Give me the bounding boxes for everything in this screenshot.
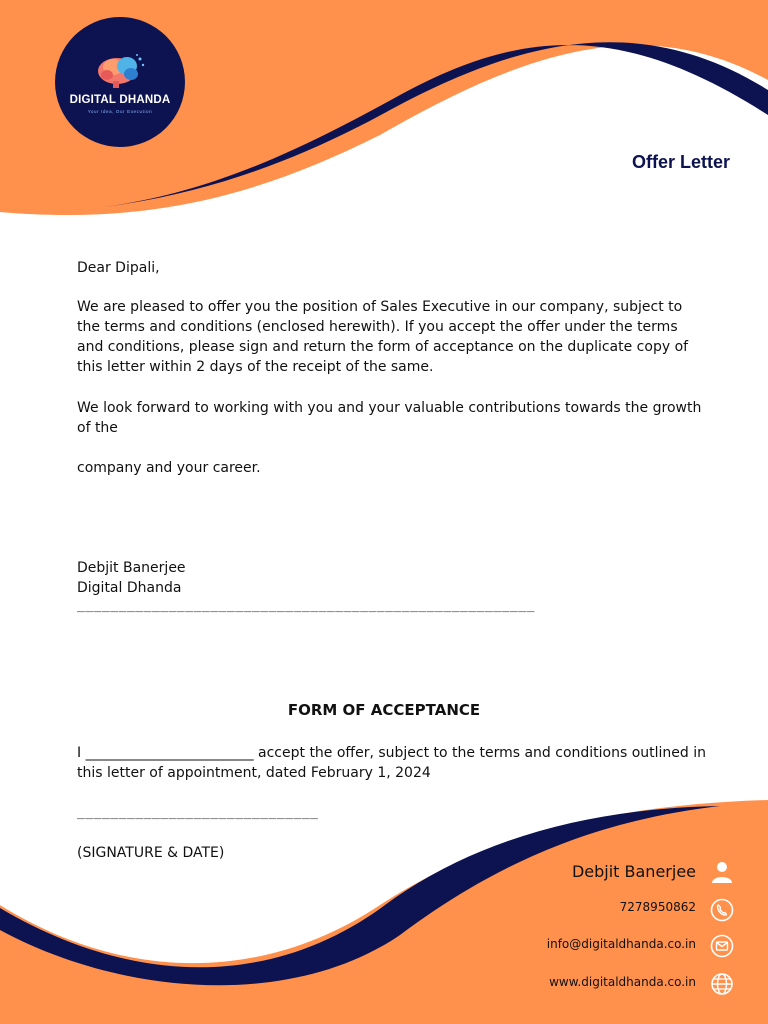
acceptance-text: I ________________________ accept the offer, subject to the terms and conditions outlined in this letter of appointment, dated February 1, 2024 <box>77 745 707 781</box>
logo-tagline: Your Idea, Our Execution <box>87 109 153 114</box>
user-icon <box>710 860 734 884</box>
globe-icon <box>710 972 734 996</box>
signature-line: _____________________________ <box>77 805 319 820</box>
acceptance-title: FORM OF ACCEPTANCE <box>287 701 481 719</box>
document-title: Offer Letter <box>631 152 730 172</box>
salutation: Dear Dipali, <box>77 260 160 276</box>
brain-icon <box>93 47 147 91</box>
contact-email: info@digitaldhanda.co.in <box>546 937 696 951</box>
signer-name: Debjit Banerjee <box>77 560 186 576</box>
mail-icon <box>710 934 734 958</box>
paragraph-career: company and your career. <box>77 460 261 476</box>
paragraph-offer: We are pleased to offer you the position of Sales Executive in our company, subject to the terms and conditions (enclosed herewith). If you accept the offer under the terms and conditions, please sign and return the form of acceptance on the duplicate copy of this letter within 2 days of the receipt of the same. <box>77 299 689 375</box>
contact-phone: 7278950862 <box>619 900 696 914</box>
separator-line: _______________________________________________________ <box>77 598 535 613</box>
company-logo <box>55 17 185 147</box>
contact-name: Debjit Banerjee <box>571 862 696 881</box>
signature-label: (SIGNATURE & DATE) <box>77 845 225 861</box>
logo-brand-name: DIGITAL DHANDA <box>69 94 171 106</box>
signer-company: Digital Dhanda <box>77 580 182 596</box>
contact-website: www.digitaldhanda.co.in <box>549 975 696 989</box>
phone-icon <box>710 898 734 922</box>
paragraph-forward: We look forward to working with you and your valuable contributions towards the growth of the <box>77 400 702 436</box>
